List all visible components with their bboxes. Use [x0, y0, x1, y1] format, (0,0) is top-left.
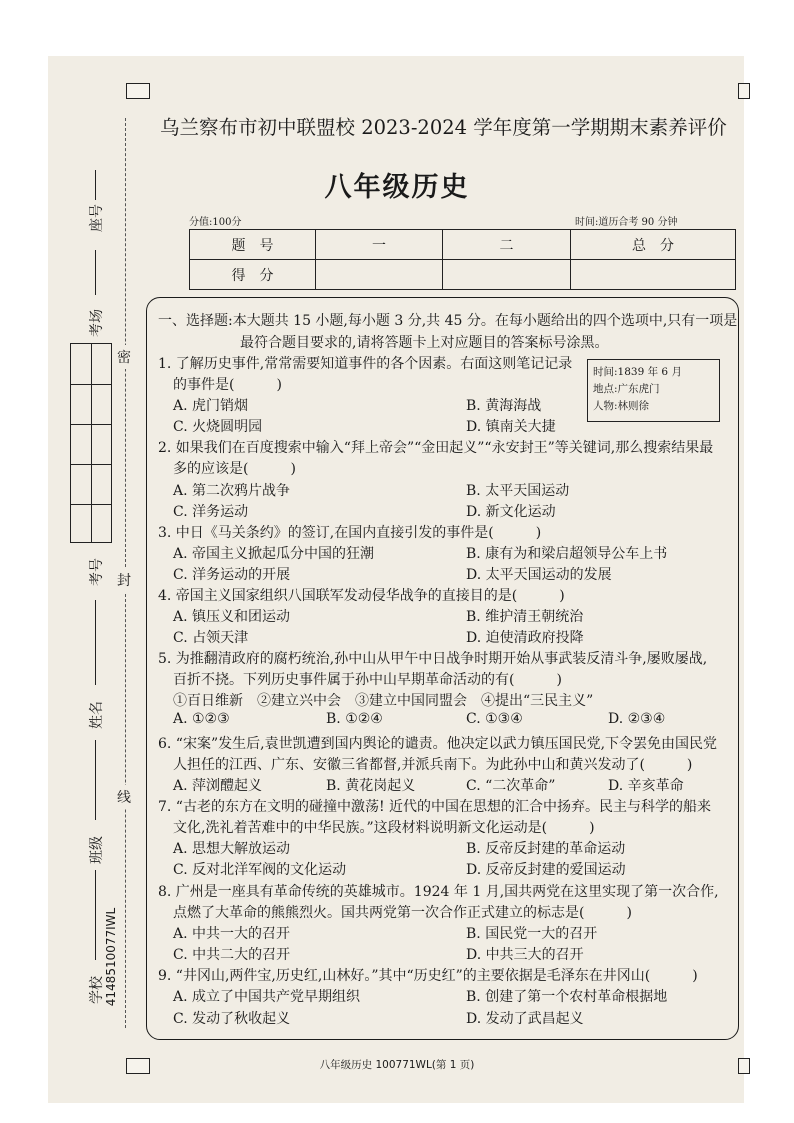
option-5a[interactable]: A. ①②③: [173, 711, 230, 727]
name-blank: [95, 740, 96, 820]
note-box: [587, 359, 720, 422]
section-intro: 一、选择题:本大题共 15 小题,每小题 3 分,共 45 分。在每小题给出的四个选项中,只有一项是: [158, 313, 738, 329]
question-3: 3. 中日《马关条约》的签订,在国内直接引发的事件是( ): [158, 525, 542, 541]
question-2-line2: 多的应该是( ): [173, 461, 296, 477]
option-8c[interactable]: C. 中共二大的召开: [173, 947, 291, 963]
class-blank: [95, 870, 96, 960]
room-label: 考场: [89, 309, 105, 337]
score-cell[interactable]: [571, 260, 736, 290]
option-2b[interactable]: B. 太平天国运动: [466, 483, 570, 499]
option-1b[interactable]: B. 黄海海战: [466, 398, 542, 414]
subject-title: 八年级历史: [324, 172, 470, 203]
seal-char-mi: 密: [117, 345, 131, 369]
option-2a[interactable]: A. 第二次鸦片战争: [173, 483, 291, 499]
table-cell: 总 分: [571, 230, 736, 260]
paper-code: 4148510077IWL: [104, 907, 118, 1007]
option-9d[interactable]: D. 发动了武昌起义: [466, 1011, 584, 1027]
option-9c[interactable]: C. 发动了秋收起义: [173, 1011, 291, 1027]
question-6-line2: 人担任的江西、广东、安徽三省都督,并派兵南下。为此孙中山和黄兴发动了( ): [173, 757, 693, 773]
seat-label: 座号: [89, 204, 105, 232]
registration-mark-top-right: [738, 83, 750, 99]
option-5d[interactable]: D. ②③④: [608, 711, 666, 727]
option-2c[interactable]: C. 洋务运动: [173, 504, 249, 520]
page-footer: 八年级历史 100771WL(第 1 页): [319, 1059, 475, 1071]
option-3b[interactable]: B. 康有为和梁启超领导公车上书: [466, 546, 668, 562]
option-4d[interactable]: D. 迫使清政府投降: [466, 630, 584, 646]
score-table-row: [190, 230, 736, 260]
question-8: 8. 广州是一座具有革命传统的英雄城市。1924 年 1 月,国共两党在这里实现了第一次合作,: [158, 884, 719, 900]
room-blank: [95, 250, 96, 295]
score-table-row: [190, 260, 736, 290]
option-4c[interactable]: C. 占领天津: [173, 630, 249, 646]
score-total: 分值:100分: [189, 217, 242, 228]
option-4b[interactable]: B. 维护清王朝统治: [466, 609, 584, 625]
question-7: 7. “古老的东方在文明的碰撞中激荡! 近代的中国在思想的汇合中扬弃。民主与科学的船来: [158, 799, 712, 815]
question-7-line2: 文化,洗礼着苦难中的中华民族。”这段材料说明新文化运动是( ): [173, 820, 595, 836]
option-8d[interactable]: D. 中共三大的召开: [466, 947, 584, 963]
option-3c[interactable]: C. 洋务运动的开展: [173, 567, 291, 583]
question-5: 5. 为推翻清政府的腐朽统治,孙中山从甲午中日战争时期开始从事武装反清斗争,屡败屡战,: [158, 651, 708, 667]
table-cell: 得 分: [190, 260, 316, 290]
option-8b[interactable]: B. 国民党一大的召开: [466, 926, 598, 942]
table-cell: 二: [443, 230, 571, 260]
option-1c[interactable]: C. 火烧圆明园: [173, 419, 263, 435]
question-5-items: ①百日维新 ②建立兴中会 ③建立中国同盟会 ④提出“三民主义”: [173, 693, 594, 709]
option-7c[interactable]: C. 反对北洋军阀的文化运动: [173, 862, 347, 878]
option-3a[interactable]: A. 帝国主义掀起瓜分中国的狂潮: [173, 546, 375, 562]
option-9a[interactable]: A. 成立了中国共产党早期组织: [173, 989, 361, 1005]
seal-char-feng: 封: [117, 568, 131, 592]
option-6b[interactable]: B. 黄花岗起义: [326, 778, 416, 794]
option-7b[interactable]: B. 反帝反封建的革命运动: [466, 841, 626, 857]
class-label: 班级: [89, 836, 105, 864]
option-7a[interactable]: A. 思想大解放运动: [173, 841, 291, 857]
question-6: 6. “宋案”发生后,袁世凯遭到国内舆论的谴责。他决定以武力镇压国民党,下令罢免由国民党: [158, 736, 718, 752]
option-6d[interactable]: D. 辛亥革命: [608, 778, 684, 794]
question-9: 9. “井冈山,两件宝,历史红,山林好。”其中“历史红”的主要依据是毛泽东在井冈山( ): [158, 968, 698, 984]
table-cell: 题 号: [190, 230, 316, 260]
option-1d[interactable]: D. 镇南关大捷: [466, 419, 556, 435]
exam-time: 时间:道历合考 90 分钟: [575, 217, 678, 228]
note-person: 人物:林则徐: [593, 400, 650, 412]
option-5c[interactable]: C. ①③④: [466, 711, 523, 727]
section-intro-2: 最符合题目要求的,请将答题卡上对应题目的答案标号涂黑。: [240, 335, 609, 351]
score-cell[interactable]: [316, 260, 443, 290]
name-label: 姓名: [89, 701, 105, 729]
option-3d[interactable]: D. 太平天国运动的发展: [466, 567, 612, 583]
option-6c[interactable]: C. “二次革命”: [466, 778, 556, 794]
question-2: 2. 如果我们在百度搜索中输入“拜上帝会”“金田起义”“永安封王”等关键词,那么搜索结果最: [158, 440, 714, 456]
question-5-line2: 百折不挠。下列历史事件属于孙中山早期革命活动的有( ): [173, 672, 562, 688]
option-4a[interactable]: A. 镇压义和团运动: [173, 609, 291, 625]
option-7d[interactable]: D. 反帝反封建的爱国运动: [466, 862, 626, 878]
school-label: 学校: [89, 976, 105, 1004]
exam-number-blank: [95, 600, 96, 685]
exam-title: 乌兰察布市初中联盟校 2023-2024 学年度第一学期期末素养评价: [160, 116, 727, 139]
question-1-line2: 的事件是( ): [173, 377, 282, 393]
option-9b[interactable]: B. 创建了第一个农村革命根据地: [466, 989, 668, 1005]
seal-char-xian: 线: [117, 785, 131, 809]
question-1: 1. 了解历史事件,常常需要知道事件的各个因素。右面这则笔记记录: [158, 356, 573, 372]
score-cell[interactable]: [443, 260, 571, 290]
note-place: 地点:广东虎门: [593, 383, 660, 395]
question-8-line2: 点燃了大革命的熊熊烈火。国共两党第一次合作正式建立的标志是( ): [173, 905, 632, 921]
option-1a[interactable]: A. 虎门销烟: [173, 398, 249, 414]
question-4: 4. 帝国主义国家组织八国联军发动侵华战争的直接目的是( ): [158, 588, 565, 604]
exam-number-grid: [70, 343, 112, 543]
option-2d[interactable]: D. 新文化运动: [466, 504, 556, 520]
score-table: [189, 229, 736, 290]
table-cell: 一: [316, 230, 443, 260]
option-6a[interactable]: A. 萍浏醴起义: [173, 778, 263, 794]
note-time: 时间:1839 年 6 月: [593, 366, 682, 378]
option-8a[interactable]: A. 中共一大的召开: [173, 926, 291, 942]
exam-number-label: 考号: [89, 558, 105, 586]
option-5b[interactable]: B. ①②④: [326, 711, 383, 727]
